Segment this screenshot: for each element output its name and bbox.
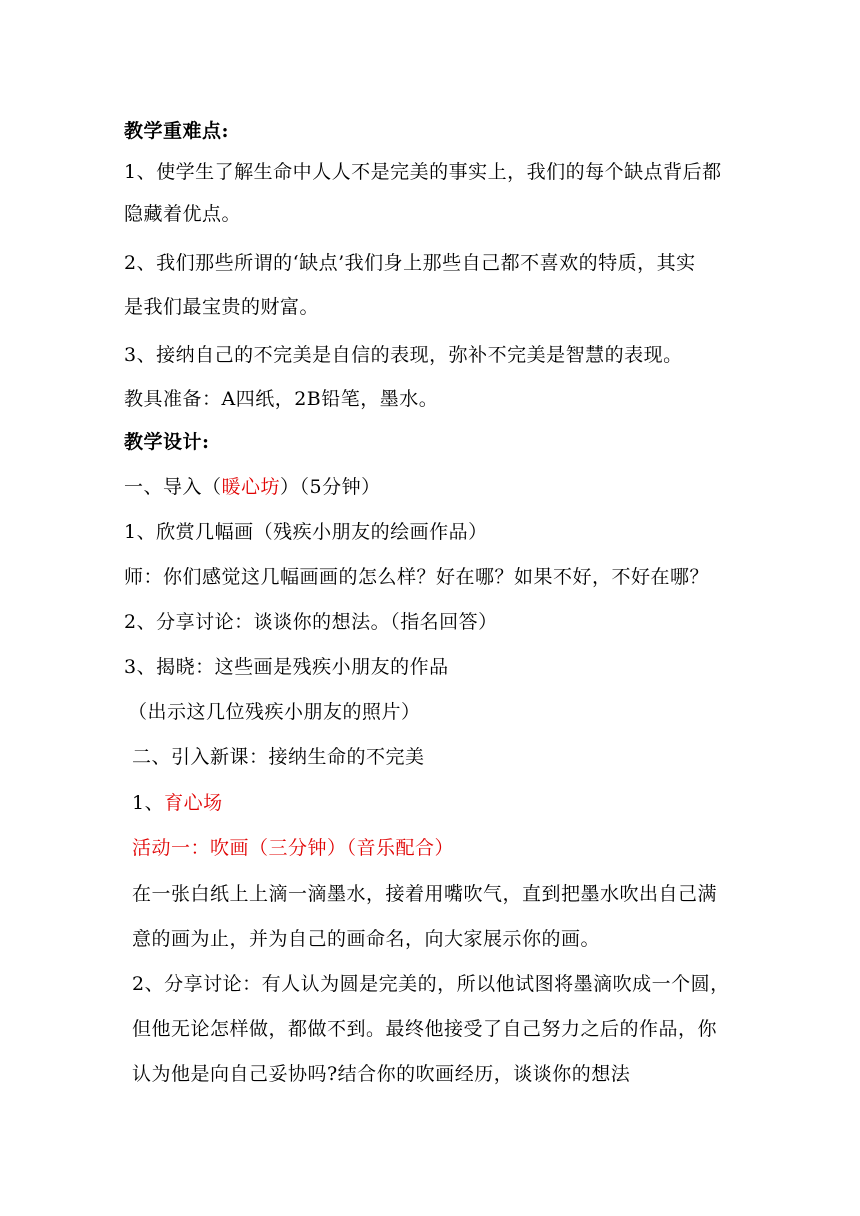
section-1-suffix: ）（5分钟） — [280, 476, 381, 498]
activity-1-title: 活动一：吹画（三分钟）（音乐配合） — [132, 837, 455, 859]
section-1-item-2: 2、分享讨论：谈谈你的想法。（指名回答） — [124, 611, 498, 633]
section-1-teacher-question: 师：你们感觉这几幅画画的怎么样？好在哪？如果不好，不好在哪？ — [124, 566, 710, 588]
activity-1-line-2: 意的画为止，并为自己的画命名，向大家展示你的画。 — [132, 928, 601, 950]
key-point-1-line-2: 隐藏着优点。 — [124, 203, 242, 225]
section-2-item-2-line-2: 但他无论怎样做，都做不到。最终他接受了自己努力之后的作品，你 — [132, 1018, 718, 1040]
activity-1-line-1: 在一张白纸上上滴一滴墨水，接着用嘴吹气，直到把墨水吹出自己满 — [132, 883, 718, 905]
section-1-item-3: 3、揭晓：这些画是残疾小朋友的作品 — [124, 656, 449, 678]
teaching-design-heading: 教学设计: — [124, 431, 210, 453]
section-2-item-1-prefix: 1、 — [132, 792, 165, 814]
teaching-materials: 教具准备：A四纸，2B铅笔，墨水。 — [124, 388, 439, 410]
key-point-2-line-1: 2、我们那些所谓的‘缺点’我们身上那些自己都不喜欢的特质，其实 — [124, 252, 696, 274]
section-1-highlight: 暖心坊 — [221, 476, 281, 498]
key-points-heading: 教学重难点: — [124, 120, 230, 142]
key-point-3: 3、接纳自己的不完美是自信的表现，弥补不完美是智慧的表现。 — [124, 344, 683, 366]
section-2-item-1 — [132, 789, 223, 817]
key-point-1-line-1: 1、使学生了解生命中人人不是完美的事实上，我们的每个缺点背后都 — [124, 161, 722, 183]
key-point-2-line-2: 是我们最宝贵的财富。 — [124, 296, 320, 318]
section-2-title: 二、引入新课：接纳生命的不完美 — [132, 746, 425, 768]
section-1-title — [124, 473, 381, 501]
section-1-photo-note: （出示这几位残疾小朋友的照片） — [128, 701, 421, 723]
section-2-item-1-highlight: 育心场 — [164, 792, 223, 814]
section-1-item-1: 1、欣赏几幅画（残疾小朋友的绘画作品） — [124, 521, 488, 543]
section-1-prefix: 一、导入（ — [124, 476, 222, 498]
section-2-item-2-line-1: 2、分享讨论：有人认为圆是完美的，所以他试图将墨滴吹成一个圆， — [132, 973, 730, 995]
section-2-item-2-line-3: 认为他是向自己妥协吗?结合你的吹画经历，谈谈你的想法 — [132, 1063, 631, 1085]
